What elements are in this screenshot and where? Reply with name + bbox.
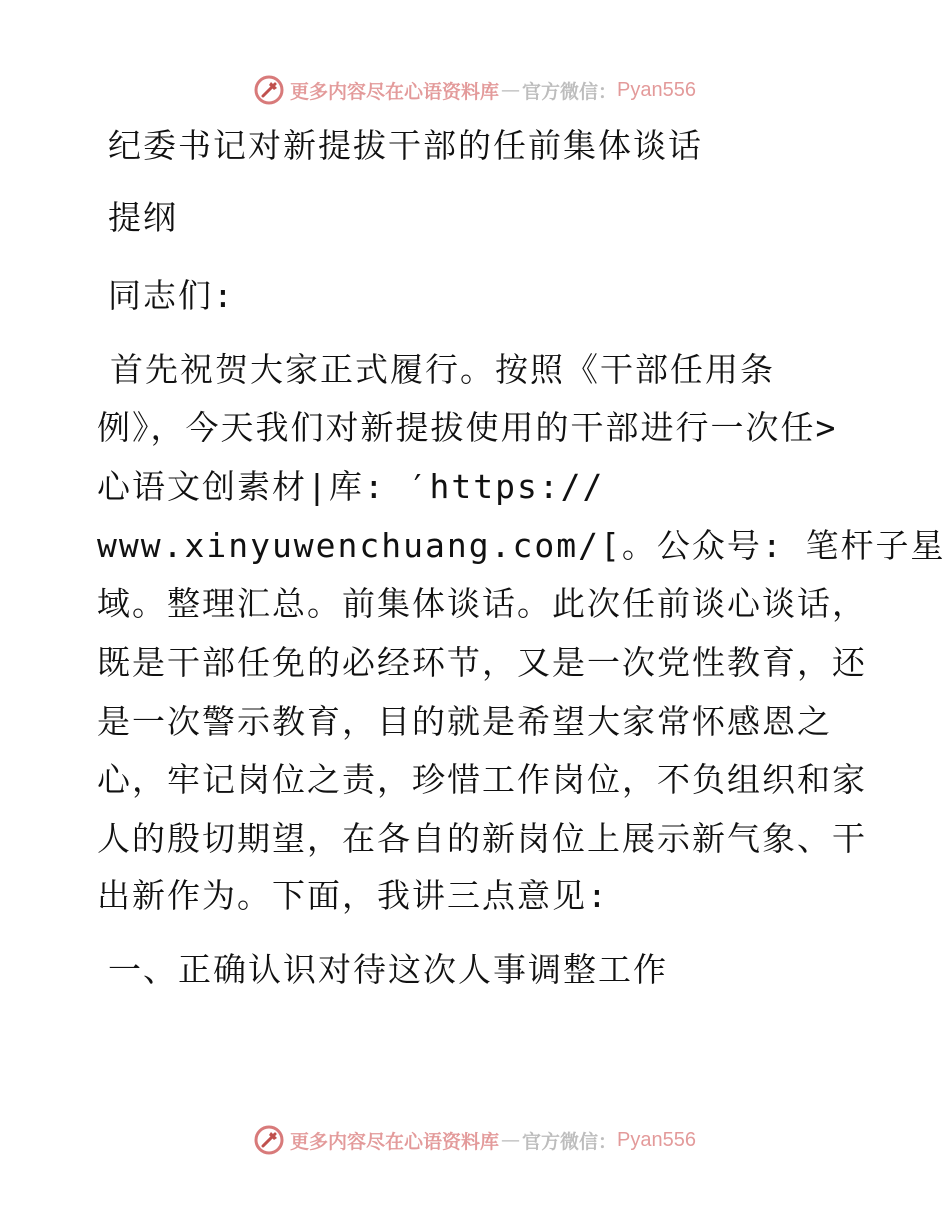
greeting: 同志们: [108, 276, 235, 315]
quill-seal-icon [254, 75, 284, 105]
watermark-label: 官方微信： [522, 1130, 618, 1153]
paragraph-line: 域。整理汇总。前集体谈话。此次任前谈心谈话， [97, 584, 867, 623]
paragraph-line: 是一次警示教育，目的就是希望大家常怀感恩之 [97, 702, 832, 741]
watermark-brand: 更多内容尽在心语资料库 [290, 80, 500, 103]
paragraph-line: 首先祝贺大家正式履行。按照《干部任用条 [110, 350, 775, 389]
quill-seal-icon [254, 1125, 284, 1155]
section-heading: 一、正确认识对待这次人事调整工作 [108, 950, 668, 989]
watermark-separator: — [501, 1129, 521, 1151]
paragraph-line: 出新作为。下面，我讲三点意见: [97, 876, 609, 915]
watermark-wechat-id: Pyan556 [617, 78, 696, 101]
document-subtitle: 提纲 [108, 198, 178, 237]
paragraph-line: 例》，今天我们对新提拔使用的干部进行一次任> [97, 408, 838, 447]
document-title: 纪委书记对新提拔干部的任前集体谈话 [108, 126, 703, 165]
paragraph-line: 既是干部任免的必经环节，又是一次党性教育，还 [97, 643, 867, 682]
watermark-brand: 更多内容尽在心语资料库 [290, 1130, 500, 1153]
watermark-separator: — [501, 79, 521, 101]
paragraph-line: 人的殷切期望，在各自的新岗位上展示新气象、干 [97, 819, 867, 858]
watermark-label: 官方微信： [522, 80, 618, 103]
paragraph-line: 心语文创素材|库: ′https:// [97, 467, 605, 506]
paragraph-line: 心，牢记岗位之责，珍惜工作岗位，不负组织和家 [97, 760, 867, 799]
footer-watermark [0, 1120, 950, 1160]
paragraph-line: www.xinyuwenchuang.com/[。公众号: 笔杆子星 [97, 526, 946, 565]
watermark-wechat-id: Pyan556 [617, 1128, 696, 1151]
header-watermark [0, 70, 950, 110]
